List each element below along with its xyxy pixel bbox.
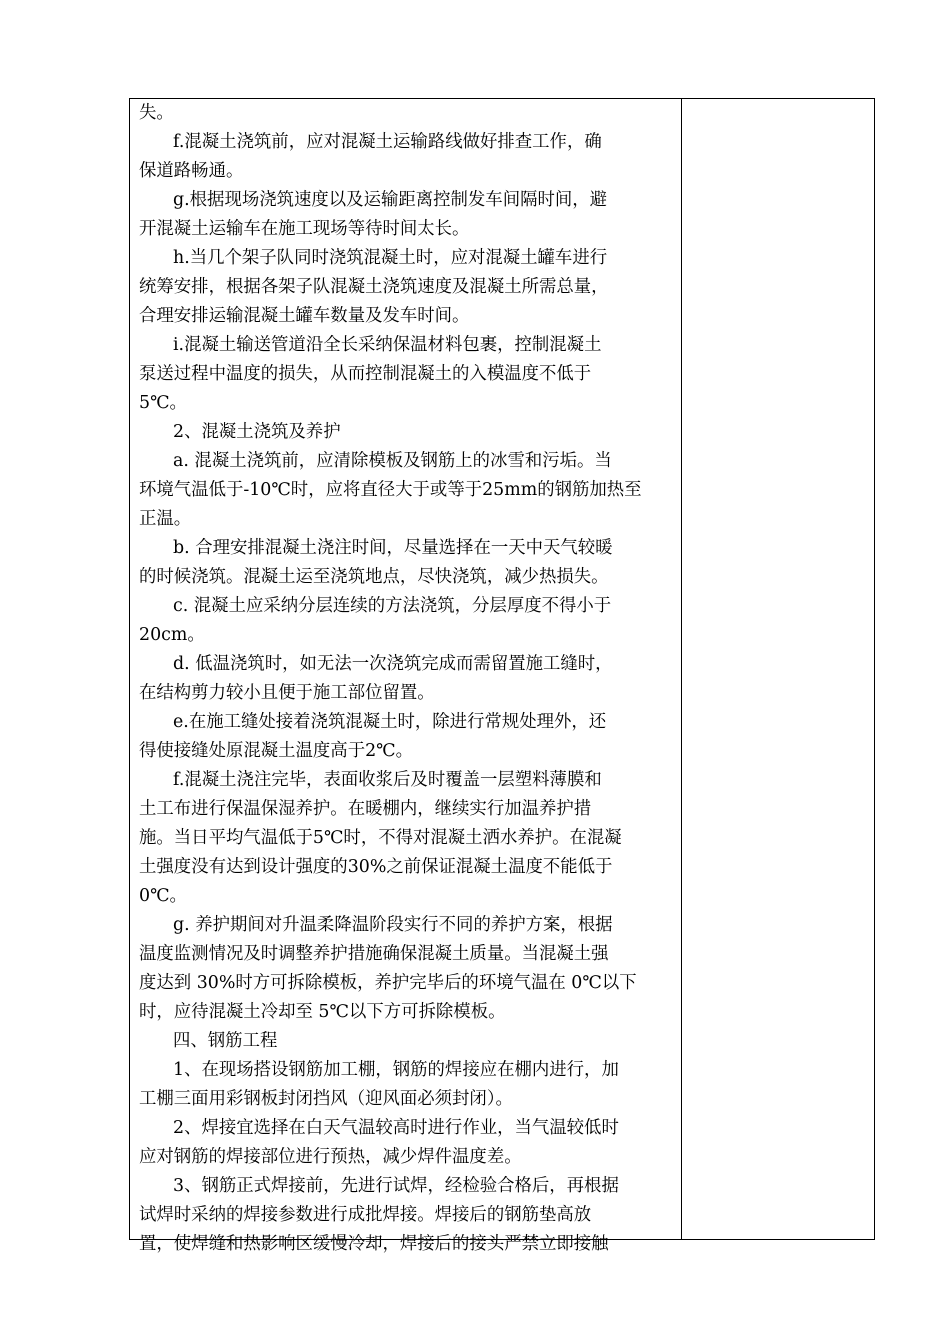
text-line: e.在施工缝处接着浇筑混凝土时，除进行常规处理外，还 [173,712,607,732]
text-line: 合理安排运输混凝土罐车数量及发车时间。 [139,306,470,326]
text-line: 温度监测情况及时调整养护措施确保混凝土质量。当混凝土强 [139,944,609,964]
text-line: g.根据现场浇筑速度以及运输距离控制发车间隔时间，避 [173,190,608,210]
text-line: 正温。 [139,509,192,529]
text-line: 0℃。 [139,886,187,906]
text-line: f.混凝土浇筑前，应对混凝土运输路线做好排查工作，确 [173,132,602,152]
text-line: 度达到 30%时方可拆除模板，养护完毕后的环境气温在 0℃以下 [139,973,637,993]
content-cell [139,99,671,1259]
text-line: d. 低温浇筑时，如无法一次浇筑完成而需留置施工缝时， [173,654,613,674]
text-line: 开混凝土运输车在施工现场等待时间太长。 [139,219,470,239]
text-line: 20cm。 [139,625,205,645]
text-line: 在结构剪力较小且便于施工部位留置。 [139,683,435,703]
text-line: b. 合理安排混凝土浇注时间，尽量选择在一天中天气较暖 [173,538,613,558]
text-line: 2、焊接宜选择在白天气温较高时进行作业，当气温较低时 [173,1118,619,1138]
text-line: 土强度没有达到设计强度的30%之前保证混凝土温度不能低于 [139,857,613,877]
text-line: h.当几个架子队同时浇筑混凝土时，应对混凝土罐车进行 [173,248,608,268]
text-line: 1、在现场搭设钢筋加工棚，钢筋的焊接应在棚内进行，加 [173,1060,619,1080]
text-line: 得使接缝处原混凝土温度高于2℃。 [139,741,413,761]
text-line: 失。 [139,103,174,123]
text-line: 的时候浇筑。混凝土运至浇筑地点，尽快浇筑，减少热损失。 [139,567,609,587]
text-line: 四、钢筋工程 [173,1031,278,1051]
text-line: 3、钢筋正式焊接前，先进行试焊，经检验合格后，再根据 [173,1176,619,1196]
text-line: 置，使焊缝和热影响区缓慢冷却，焊接后的接头严禁立即接触 [139,1234,609,1254]
text-line: 应对钢筋的焊接部位进行预热，减少焊件温度差。 [139,1147,522,1167]
text-line: 试焊时采纳的焊接参数进行成批焊接。焊接后的钢筋垫高放 [139,1205,592,1225]
text-line: 泵送过程中温度的损失，从而控制混凝土的入模温度不低于 [139,364,592,384]
text-line: a. 混凝土浇筑前，应清除模板及钢筋上的冰雪和污垢。当 [173,451,612,471]
text-line: c. 混凝土应采纳分层连续的方法浇筑，分层厚度不得小于 [173,596,612,616]
text-line: 土工布进行保温保湿养护。在暖棚内，继续实行加温养护措 [139,799,592,819]
text-line: 2、混凝土浇筑及养护 [173,422,341,442]
text-line: 保道路畅通。 [139,161,244,181]
text-line: g. 养护期间对升温柔降温阶段实行不同的养护方案，根据 [173,915,613,935]
document-table [129,98,875,1254]
text-line: 时，应待混凝土冷却至 5℃以下方可拆除模板。 [139,1002,506,1022]
text-line: 工棚三面用彩钢板封闭挡风（迎风面必须封闭）。 [139,1089,513,1109]
text-line: 统筹安排，根据各架子队混凝土浇筑速度及混凝土所需总量， [139,277,609,297]
remarks-cell [682,99,874,1239]
text-line: 环境气温低于-10℃时，应将直径大于或等于25mm的钢筋加热至 [139,480,642,500]
text-line: i.混凝土输送管道沿全长采纳保温材料包裹，控制混凝土 [173,335,602,355]
text-line: 施。当日平均气温低于5℃时，不得对混凝土洒水养护。在混凝 [139,828,622,848]
text-line: 5℃。 [139,393,187,413]
text-line: f.混凝土浇注完毕，表面收浆后及时覆盖一层塑料薄膜和 [173,770,602,790]
